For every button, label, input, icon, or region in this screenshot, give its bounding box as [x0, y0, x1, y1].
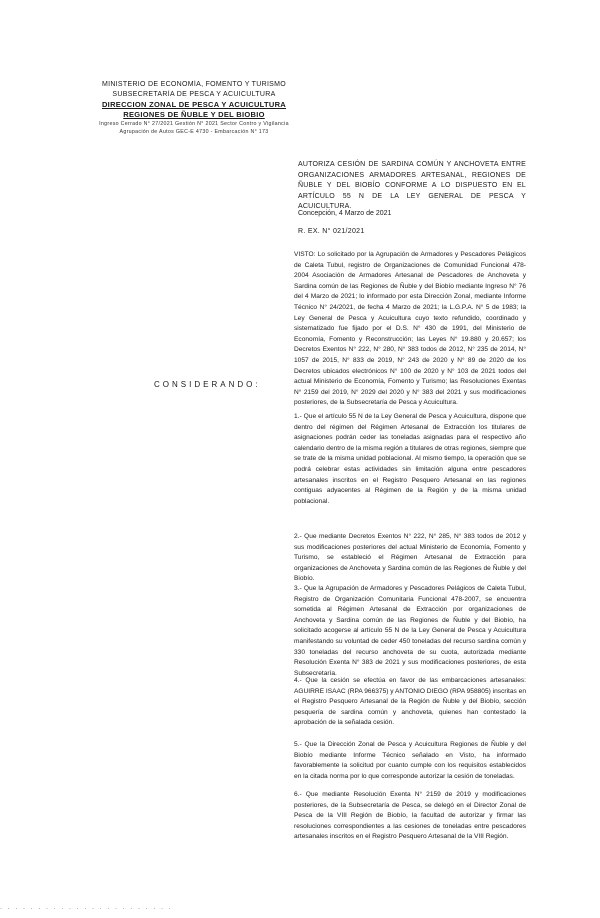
- item-3: [84, 584, 526, 679]
- reference-line-1: Ingreso Cerrado N° 27/2021 Gestión N° 2021 Sector Contro y Vigilancia: [99, 121, 289, 127]
- footer-marks: · · · · · · · · · · · · · · · · · · · · · · ·: [0, 906, 173, 912]
- item-5-text: 5.- Que la Dirección Zonal de Pesca y Acuicultura Regiones de Ñuble y del Biobío mediante Informe Técnico señalado en Visto, ha informado favorablemente la solicitud por cuanto cumple con los requisitos establecidos en la citada norma por lo que corresponde autorizar la cesión de toneladas.: [294, 741, 526, 780]
- ministry-line: MINISTERIO DE ECONOMÍA, FOMENTO Y TURISMO: [101, 81, 287, 88]
- item-2: [84, 532, 526, 585]
- item-6: [84, 790, 526, 843]
- item-2-text: 2.- Que mediante Decretos Exentos N° 222, N° 285, N° 383 todos de 2012 y sus modificaciones posteriores del actual Ministerio de Economía, Fomento y Turismo, se estableció el Régimen Artesanal de Extracción para organizaciones de Anchoveta y Sardina común de las Regiones de Ñuble y del Biobío.: [294, 533, 526, 583]
- regions-line: REGIONES DE ÑUBLE Y DEL BIOBIO: [123, 110, 265, 119]
- item-4: [84, 676, 526, 729]
- direction-line: DIRECCION ZONAL DE PESCA Y ACUICULTURA: [101, 100, 287, 109]
- resolution-number: R. EX. N° 021/2021: [298, 228, 365, 235]
- item-1: [84, 412, 526, 507]
- letterhead: [84, 80, 304, 136]
- item-1-text: 1.- Que el artículo 55 N de la Ley General de Pesca y Acuicultura, dispone que dentro del régimen del Régimen Artesanal de Extracción los titulares de asignaciones podrán ceder las toneladas asignadas para el respectivo año calendario dentro de la misma región a titulares de otras regiones, siempre que se trate de la misma unidad poblacional. Al mismo tiempo, la operación que se podrá celebrar estas actividades sin limitación alguna entre pescadores artesanales inscritos en el Registro Pesquero Artesanal en las regiones contiguas adyacentes al Régimen de la Región y de la misma unidad poblacional.: [294, 413, 526, 505]
- visto-text: VISTO: Lo solicitado por la Agrupación de Armadores y Pescadores Pelágicos de Caleta Tubul, registro de Organizaciones de Comunidad Funcional 478-2004 Asociación de Armadores Artesanal de Pescadores de Anchoveta y Sardina común de las Regiones de Ñuble y del Biobío mediante Ingreso N° 76 del 4 Marzo de 2021; lo informado por esta Dirección Zonal, mediante Informe Técnico N° 24/2021, de fecha 4 Marzo de 2021; la L.G.P.A. N° 5 de 1983; la Ley General de Pesca y Acuicultura cuyo texto refundido, coordinado y sistematizado fue fijado por el D.S. N° 430 de 1991, del Ministerio de Economía, Fomento y Reconstrucción; las Leyes N° 19.880 y 20.657; los Decretos Exentos N° 222, N° 280, N° 383 todos de 2012, N° 235 de 2014, N° 1057 de 2015, N° 833 de 2019, N° 243 de 2020 y N° 89 de 2020 de los Decretos ubicados electrónicos N° 100 de 2020 y N° 103 de 2021 todos del actual Ministerio de Economía, Fomento y Turismo; las Resoluciones Exentas N° 2159 del 2019, N° 2029 del 2020 y N° 383 del 2021 y sus modificaciones posteriores, de la Subsecretaría de Pesca y Acuicultura.: [294, 251, 526, 407]
- visto-paragraph: [84, 250, 526, 409]
- subsecretariat-line: SUBSECRETARÍA DE PESCA Y ACUICULTURA: [112, 91, 276, 98]
- item-5: [84, 740, 526, 782]
- reference-line-2: Agrupación de Autos GEC-E 4730 - Embarcación N° 173: [119, 129, 269, 135]
- date-line: Concepción, 4 Marzo de 2021: [298, 210, 392, 217]
- item-4-text: 4.- Que la cesión se efectúa en favor de las embarcaciones artesanales: AGUIRRE ISAAC (RPA 966375) y ANTONIO DIEGO (RPA 958805) inscritas en el Registro Pesquero Artesanal de la Región de Ñuble y del Biobío, sección pesquería de sardina común y anchoveta, quienes han contestado la aprobación de la señalada cesión.: [294, 677, 526, 727]
- considerando-heading: CONSIDERANDO:: [154, 380, 261, 389]
- subject-heading: AUTORIZA CESIÓN DE SARDINA COMÚN Y ANCHOVETA ENTRE ORGANIZACIONES ARMADORES ARTESANAL, REGIONES DE ÑUBLE Y DEL BIOBÍO CONFORME A LO DISPUESTO EN EL ARTÍCULO 55 N DE LA LEY GENERAL DE PESCA Y ACUICULTURA.: [298, 161, 526, 210]
- item-6-text: 6.- Que mediante Resolución Exenta N° 2159 de 2019 y modificaciones posteriores, de la Subsecretaría de Pesca, se delegó en el Director Zonal de Pesca de la VIII Región de Biobío, la facultad de autorizar y firmar las resoluciones correspondientes a las cesiones de toneladas entre pescadores artesanales inscritos en el Registro Pesquero Artesanal de la VIII Región.: [294, 791, 526, 841]
- item-3-text: 3.- Que la Agrupación de Armadores y Pescadores Pelágicos de Caleta Tubul, Registro de Organización Comunitaria Funcional 478-2007, se encuentra sometida al Régimen Artesanal de Extracción por organizaciones de Anchoveta y Sardina común de las Regiones de Ñuble y del Biobío, ha solicitado acogerse al artículo 55 N de la Ley General de Pesca y Acuicultura manifestando su voluntad de ceder 450 toneladas del recurso sardina común y 330 toneladas del recurso anchoveta de su cuota, autorizada mediante Resolución Exenta N° 383 de 2021 y sus modificaciones posteriores, de esta Subsecretaría.: [294, 585, 526, 677]
